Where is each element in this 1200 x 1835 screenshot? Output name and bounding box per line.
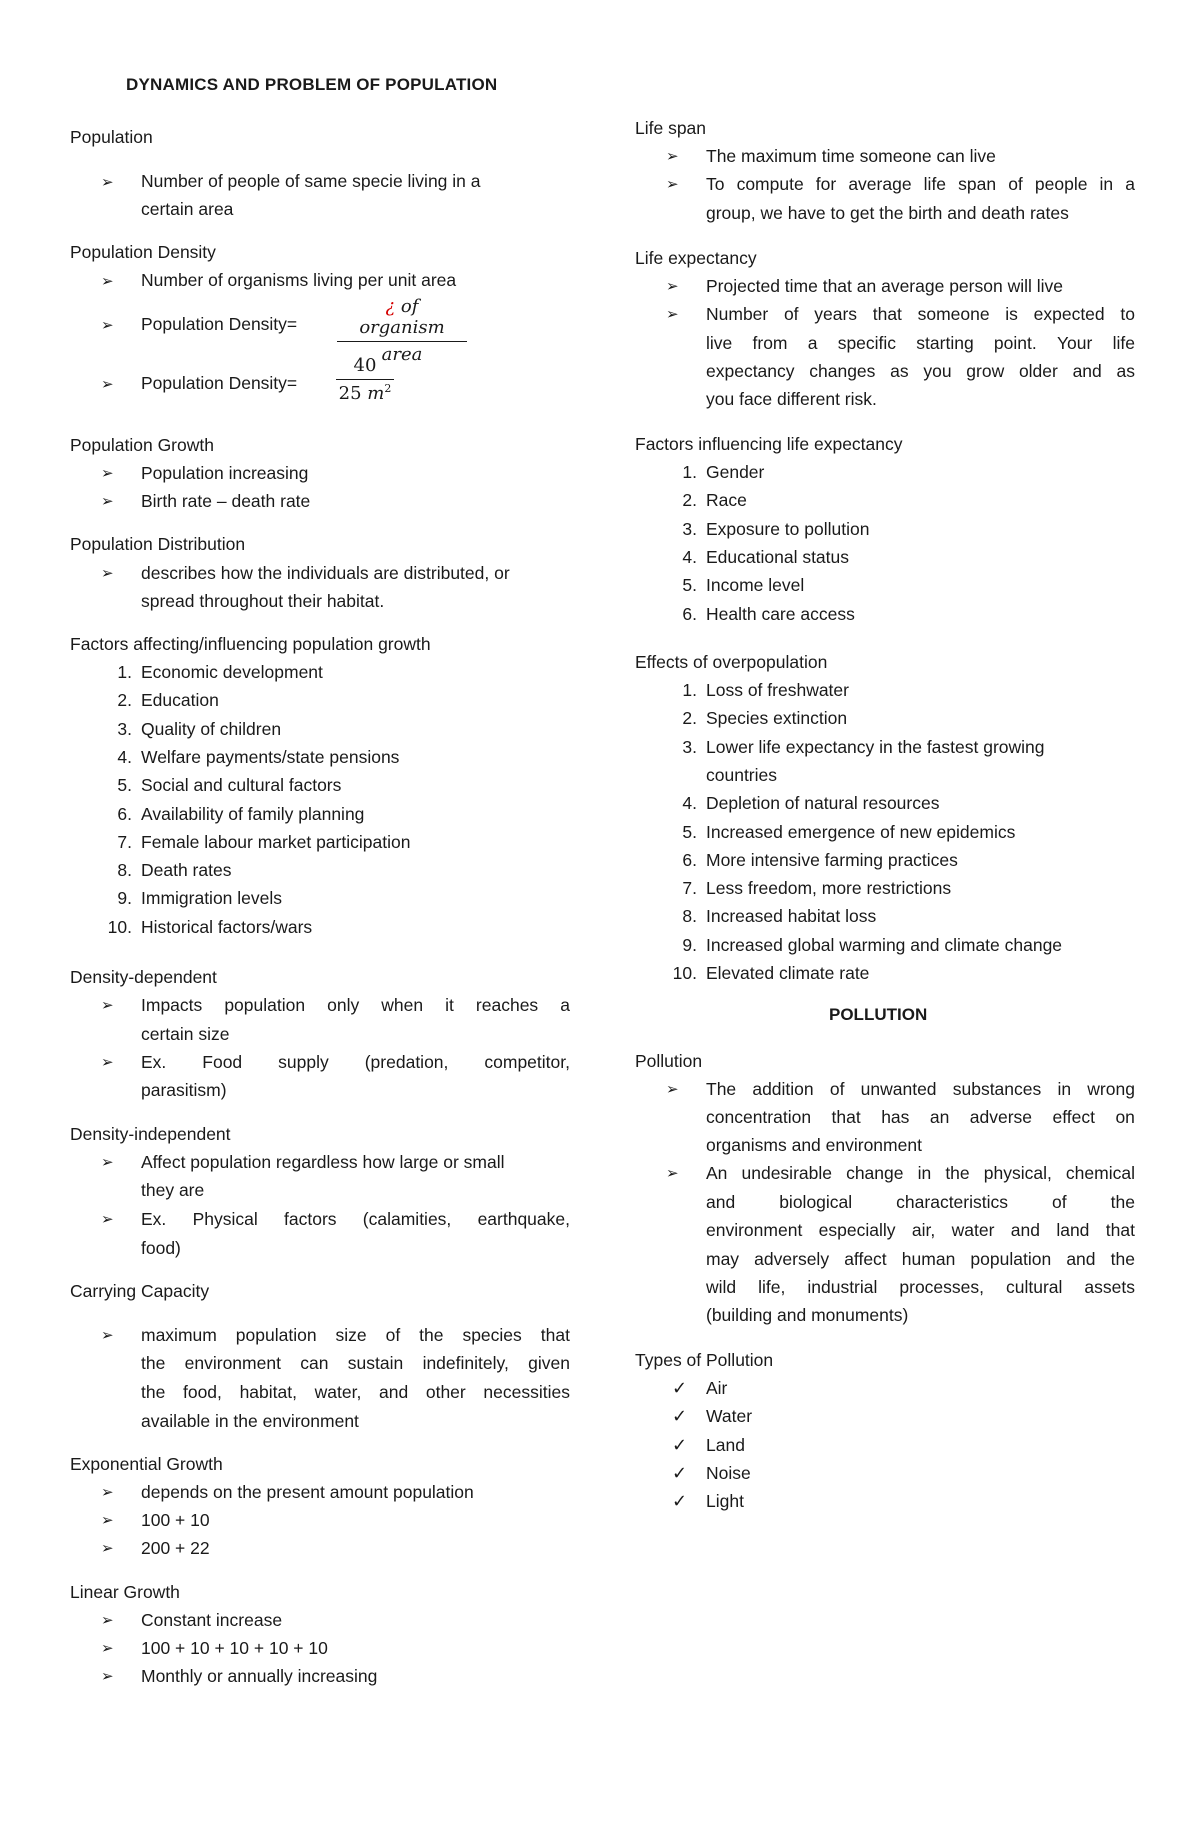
word: of <box>1052 1192 1067 1212</box>
list-item: Education <box>141 690 219 711</box>
bullet-text-justified <box>141 1382 570 1403</box>
section-heading-types: Types of Pollution <box>635 1350 774 1370</box>
bullet-text: Population increasing <box>141 463 309 483</box>
bullet-text-justified <box>706 1192 1135 1213</box>
arrow-bullet-icon: ➢ <box>101 1668 114 1685</box>
bullet-text-justified <box>706 1249 1135 1270</box>
page-title: DYNAMICS AND PROBLEM OF POPULATION <box>126 75 498 94</box>
arrow-bullet-icon: ➢ <box>101 1612 114 1629</box>
list-number: 7. <box>682 878 697 899</box>
list-number: 4. <box>682 793 697 814</box>
list-item: Lower life expectancy in the fastest growing <box>706 736 1045 757</box>
list-number: 3. <box>682 736 697 757</box>
bullet-text: Monthly or annually increasing <box>141 1666 378 1686</box>
word: specific <box>837 333 897 353</box>
list-item: Increased emergence of new epidemics <box>706 821 1016 842</box>
list-item: Social and cultural factors <box>141 775 342 796</box>
word: it <box>445 995 454 1015</box>
word: older <box>1018 361 1058 381</box>
arrow-bullet-icon: ➢ <box>101 565 114 582</box>
bullet-text-cont: you face different risk. <box>706 389 877 409</box>
bullet-text-justified <box>706 1107 1135 1128</box>
word: sustain <box>347 1353 404 1373</box>
word: changes <box>809 361 876 381</box>
word: a <box>807 333 818 353</box>
word: unwanted <box>860 1079 937 1099</box>
word: average <box>848 174 912 194</box>
word: other <box>425 1382 466 1402</box>
list-item: Educational status <box>706 546 850 567</box>
word: assets <box>1084 1277 1135 1297</box>
bullet-text-justified <box>141 995 570 1016</box>
word: the <box>141 1382 166 1402</box>
list-number: 7. <box>117 831 132 852</box>
bullet-text: Population Density= <box>141 373 298 393</box>
list-item: Air <box>706 1378 728 1398</box>
word: to <box>1120 304 1135 324</box>
word: life <box>1112 333 1135 353</box>
word: life <box>923 174 947 194</box>
bullet-text: describes how the individuals are distributed, or <box>141 563 510 583</box>
bullet-text-cont: (building and monuments) <box>706 1305 909 1325</box>
list-number: 9. <box>682 934 697 955</box>
bullet-text: 100 + 10 <box>141 1510 210 1530</box>
bullet-text: Affect population regardless how large or small <box>141 1152 505 1172</box>
list-number: 6. <box>682 603 697 624</box>
word: processes, <box>899 1277 985 1297</box>
word: that <box>1105 1220 1135 1240</box>
word: adversely <box>754 1249 830 1269</box>
section-heading-life-expectancy: Life expectancy <box>635 248 757 268</box>
bullet-text-cont: parasitism) <box>141 1080 227 1100</box>
word: affect <box>844 1249 887 1269</box>
section-heading-life-span: Life span <box>635 118 707 138</box>
list-item: Historical factors/wars <box>141 916 313 937</box>
list-number: 2. <box>682 490 697 511</box>
bullet-text-justified <box>706 1163 1135 1184</box>
list-item: Health care access <box>706 603 855 624</box>
word: environment <box>706 1220 803 1240</box>
word: span <box>958 174 997 194</box>
section-heading-density-dependent: Density-dependent <box>70 967 217 987</box>
arrow-bullet-icon: ➢ <box>666 306 679 323</box>
word: is <box>1005 304 1018 324</box>
word: may <box>706 1249 740 1269</box>
word: a <box>1125 174 1135 194</box>
section-heading-effects: Effects of overpopulation <box>635 652 828 672</box>
word: of <box>1008 174 1023 194</box>
word: and <box>706 1192 736 1212</box>
bullet-text-cont: available in the environment <box>141 1411 359 1431</box>
bullet-text: Constant increase <box>141 1610 283 1630</box>
word: that <box>831 1107 861 1127</box>
word: habitat, <box>239 1382 297 1402</box>
bullet-text-justified <box>706 174 1135 195</box>
bullet-text: Birth rate – death rate <box>141 491 311 511</box>
word: years <box>814 304 858 324</box>
word: as <box>1116 361 1135 381</box>
word: Impacts <box>141 995 203 1015</box>
word: physical, <box>983 1163 1052 1183</box>
list-item: Less freedom, more restrictions <box>706 878 952 899</box>
word: substances <box>952 1079 1042 1099</box>
list-item: Water <box>706 1406 753 1427</box>
word: population <box>970 1249 1052 1269</box>
word: of <box>829 1079 845 1099</box>
word: for <box>815 174 837 194</box>
bullet-text: Number of people of same specie living in a <box>141 171 481 191</box>
list-number: 1. <box>682 680 697 700</box>
formula-symbol: ¿ <box>385 296 396 317</box>
word: in <box>1057 1079 1072 1099</box>
word: change <box>846 1163 904 1183</box>
word: the <box>1110 1249 1135 1269</box>
word: supply <box>278 1052 329 1072</box>
section-heading-growth: Population Growth <box>70 435 214 455</box>
bullet-text-justified <box>706 1079 1135 1100</box>
section-heading-density: Population Density <box>70 242 216 262</box>
list-item: Increased global warming and climate change <box>706 934 1063 955</box>
arrow-bullet-icon: ➢ <box>666 1165 679 1182</box>
arrow-bullet-icon: ➢ <box>101 1211 114 1228</box>
word: adverse <box>969 1107 1033 1127</box>
word: can <box>300 1353 329 1373</box>
list-number: 10. <box>107 916 132 937</box>
list-item: Species extinction <box>706 708 848 729</box>
word: indefinitely, <box>422 1353 509 1373</box>
word: given <box>528 1353 570 1373</box>
word: environment <box>184 1353 281 1373</box>
formula-unit: m <box>367 383 385 404</box>
section-heading-density-independent: Density-independent <box>70 1124 231 1144</box>
word: To <box>706 174 725 194</box>
list-item: Land <box>706 1434 745 1455</box>
bullet-text-justified <box>706 304 1135 325</box>
word: an <box>929 1107 950 1127</box>
word: live <box>706 333 733 353</box>
section-title-pollution: POLLUTION <box>829 1005 928 1024</box>
word: cultural <box>1006 1277 1063 1297</box>
word: water, <box>314 1382 362 1402</box>
list-number: 6. <box>682 849 697 870</box>
word: and <box>1066 1249 1096 1269</box>
bullet-text-cont: certain size <box>141 1024 230 1044</box>
word: Food <box>202 1052 243 1072</box>
word: point. <box>993 333 1037 353</box>
word: (calamities, <box>362 1209 452 1229</box>
arrow-bullet-icon: ➢ <box>101 376 114 393</box>
word: earthquake, <box>477 1209 570 1229</box>
bullet-text-cont: group, we have to get the birth and death rates <box>706 203 1069 223</box>
arrow-bullet-icon: ➢ <box>101 1327 114 1344</box>
word: expectancy <box>706 361 795 381</box>
list-number: 2. <box>682 708 697 729</box>
list-item: Noise <box>706 1462 751 1483</box>
list-number: 3. <box>117 718 132 739</box>
word: maximum <box>141 1325 217 1345</box>
word: starting <box>916 333 974 353</box>
word: industrial <box>807 1277 878 1297</box>
word: only <box>327 995 360 1015</box>
bullet-text-justified <box>141 1353 570 1374</box>
formula-numerator: 40 <box>353 355 377 376</box>
bullet-text: 200 + 22 <box>141 1538 210 1558</box>
arrow-bullet-icon: ➢ <box>101 1154 114 1171</box>
word: characteristics <box>896 1192 1009 1212</box>
formula-numerator: of organism <box>359 296 445 338</box>
bullet-text: 100 + 10 + 10 + 10 + 10 <box>141 1638 328 1658</box>
section-heading-pollution: Pollution <box>635 1051 703 1071</box>
word: size <box>335 1325 367 1345</box>
word: a <box>560 995 570 1015</box>
bullet-text: Projected time that an average person will live <box>706 276 1063 296</box>
word: chemical <box>1065 1163 1135 1183</box>
word: in <box>1099 174 1114 194</box>
word: from <box>752 333 788 353</box>
bullet-text-justified <box>141 1209 570 1230</box>
word: when <box>381 995 424 1015</box>
list-item: Availability of family planning <box>141 803 365 824</box>
checkmark-icon: ✓ <box>672 1378 688 1398</box>
word: as <box>890 361 909 381</box>
word: in <box>917 1163 932 1183</box>
word: competitor, <box>484 1052 570 1072</box>
section-heading-exponential: Exponential Growth <box>70 1454 223 1474</box>
word: the <box>419 1325 444 1345</box>
bullet-text-justified <box>706 1277 1135 1298</box>
word: and <box>1072 361 1102 381</box>
bullet-text: depends on the present amount population <box>141 1482 474 1502</box>
word: Physical <box>192 1209 258 1229</box>
section-heading-linear: Linear Growth <box>70 1582 180 1602</box>
arrow-bullet-icon: ➢ <box>101 273 114 290</box>
list-item: More intensive farming practices <box>706 849 958 870</box>
word: Ex. <box>141 1209 167 1229</box>
word: undesirable <box>741 1163 832 1183</box>
word: necessities <box>483 1382 570 1402</box>
word: land <box>1056 1220 1090 1240</box>
word: expected <box>1033 304 1105 324</box>
word: grow <box>966 361 1005 381</box>
arrow-bullet-icon: ➢ <box>101 1640 114 1657</box>
arrow-bullet-icon: ➢ <box>101 493 114 510</box>
arrow-bullet-icon: ➢ <box>101 997 114 1014</box>
formula-denominator: area <box>381 344 423 365</box>
bullet-text-cont: they are <box>141 1180 205 1200</box>
list-item: Quality of children <box>141 718 282 739</box>
list-item-cont: countries <box>706 764 778 785</box>
word: the <box>141 1353 166 1373</box>
word: you <box>923 361 952 381</box>
checkmark-icon: ✓ <box>672 1491 688 1512</box>
word: (predation, <box>364 1052 449 1072</box>
bullet-text-cont: food) <box>141 1238 181 1258</box>
list-number: 4. <box>117 746 132 767</box>
list-number: 1. <box>117 662 132 682</box>
bullet-text-justified <box>706 1220 1135 1241</box>
list-item: Elevated climate rate <box>706 963 870 983</box>
arrow-bullet-icon: ➢ <box>101 465 114 482</box>
word: effect <box>1052 1107 1095 1127</box>
list-item: Income level <box>706 575 805 596</box>
list-number: 9. <box>117 888 132 909</box>
section-heading-distribution: Population Distribution <box>70 534 246 554</box>
word: the <box>945 1163 970 1183</box>
list-item: Death rates <box>141 860 232 881</box>
list-item: Increased habitat loss <box>706 906 877 927</box>
word: biological <box>779 1192 853 1212</box>
word: factors <box>284 1209 337 1229</box>
list-number: 3. <box>682 518 697 539</box>
formula-denominator: 25 <box>338 383 362 404</box>
bullet-text-justified <box>706 333 1135 354</box>
word: of <box>385 1325 401 1345</box>
list-item: Welfare payments/state pensions <box>141 746 400 767</box>
word: The <box>706 1079 737 1099</box>
word: Your <box>1056 333 1093 353</box>
list-number: 5. <box>682 821 697 842</box>
word: that <box>872 304 902 324</box>
list-number: 5. <box>117 775 132 796</box>
word: the <box>1110 1192 1135 1212</box>
word: people <box>1034 174 1088 194</box>
list-number: 6. <box>117 803 132 824</box>
list-item: Economic development <box>141 662 323 682</box>
list-number: 2. <box>117 690 132 711</box>
checkmark-icon: ✓ <box>672 1434 688 1455</box>
arrow-bullet-icon: ➢ <box>101 1484 114 1501</box>
arrow-bullet-icon: ➢ <box>101 1540 114 1557</box>
list-number: 8. <box>117 860 132 881</box>
word: wrong <box>1087 1079 1135 1099</box>
word: human <box>901 1249 956 1269</box>
arrow-bullet-icon: ➢ <box>101 1054 114 1071</box>
word: wild <box>706 1277 737 1297</box>
list-item: Gender <box>706 462 765 482</box>
word: food, <box>182 1382 222 1402</box>
section-heading-factors: Factors affecting/influencing population growth <box>70 634 431 654</box>
bullet-text-cont: spread throughout their habitat. <box>141 591 385 611</box>
list-number: 10. <box>672 963 697 983</box>
word: population <box>235 1325 317 1345</box>
word: especially <box>818 1220 896 1240</box>
list-item: Race <box>706 490 747 511</box>
word: someone <box>917 304 990 324</box>
list-item: Exposure to pollution <box>706 518 870 539</box>
word: on <box>1115 1107 1135 1127</box>
list-number: 4. <box>682 546 697 567</box>
formula-exponent: 2 <box>384 382 392 395</box>
arrow-bullet-icon: ➢ <box>666 1081 679 1098</box>
word: population <box>224 995 306 1015</box>
list-number: 1. <box>682 462 697 482</box>
checkmark-icon: ✓ <box>672 1462 688 1483</box>
word: and <box>379 1382 409 1402</box>
arrow-bullet-icon: ➢ <box>666 148 679 165</box>
list-item: Immigration levels <box>141 888 283 909</box>
bullet-text-justified <box>141 1052 570 1073</box>
word: reaches <box>475 995 539 1015</box>
word: compute <box>736 174 804 194</box>
list-item: Light <box>706 1491 744 1512</box>
word: An <box>706 1163 728 1183</box>
word: that <box>540 1325 570 1345</box>
list-item: Loss of freshwater <box>706 680 849 700</box>
section-heading-population: Population <box>70 127 153 147</box>
bullet-text: Number of organisms living per unit area <box>141 270 457 290</box>
word: air, <box>911 1220 936 1240</box>
checkmark-icon: ✓ <box>672 1406 688 1427</box>
word: Number <box>706 304 769 324</box>
word: species <box>462 1325 522 1345</box>
word: and <box>1010 1220 1040 1240</box>
arrow-bullet-icon: ➢ <box>101 317 114 334</box>
word: water <box>951 1220 995 1240</box>
word: has <box>881 1107 910 1127</box>
bullet-text: Population Density= <box>141 314 298 334</box>
bullet-text-justified <box>141 1325 570 1346</box>
word: addition <box>752 1079 814 1099</box>
section-heading-factors-life: Factors influencing life expectancy <box>635 434 903 454</box>
bullet-text: The maximum time someone can live <box>706 146 996 166</box>
density-example-fraction <box>336 355 394 404</box>
list-item: Female labour market participation <box>141 831 411 852</box>
list-item: Depletion of natural resources <box>706 793 940 814</box>
bullet-text-cont: certain area <box>141 199 234 219</box>
arrow-bullet-icon: ➢ <box>101 1512 114 1529</box>
word: Ex. <box>141 1052 167 1072</box>
bullet-text-cont: organisms and environment <box>706 1135 922 1155</box>
section-heading-carrying-capacity: Carrying Capacity <box>70 1281 210 1301</box>
word: of <box>783 304 799 324</box>
list-number: 5. <box>682 575 697 596</box>
word: concentration <box>706 1107 812 1127</box>
arrow-bullet-icon: ➢ <box>101 174 114 191</box>
bullet-text-justified <box>706 361 1135 382</box>
arrow-bullet-icon: ➢ <box>666 176 679 193</box>
word: life, <box>758 1277 786 1297</box>
list-number: 8. <box>682 906 697 927</box>
arrow-bullet-icon: ➢ <box>666 278 679 295</box>
